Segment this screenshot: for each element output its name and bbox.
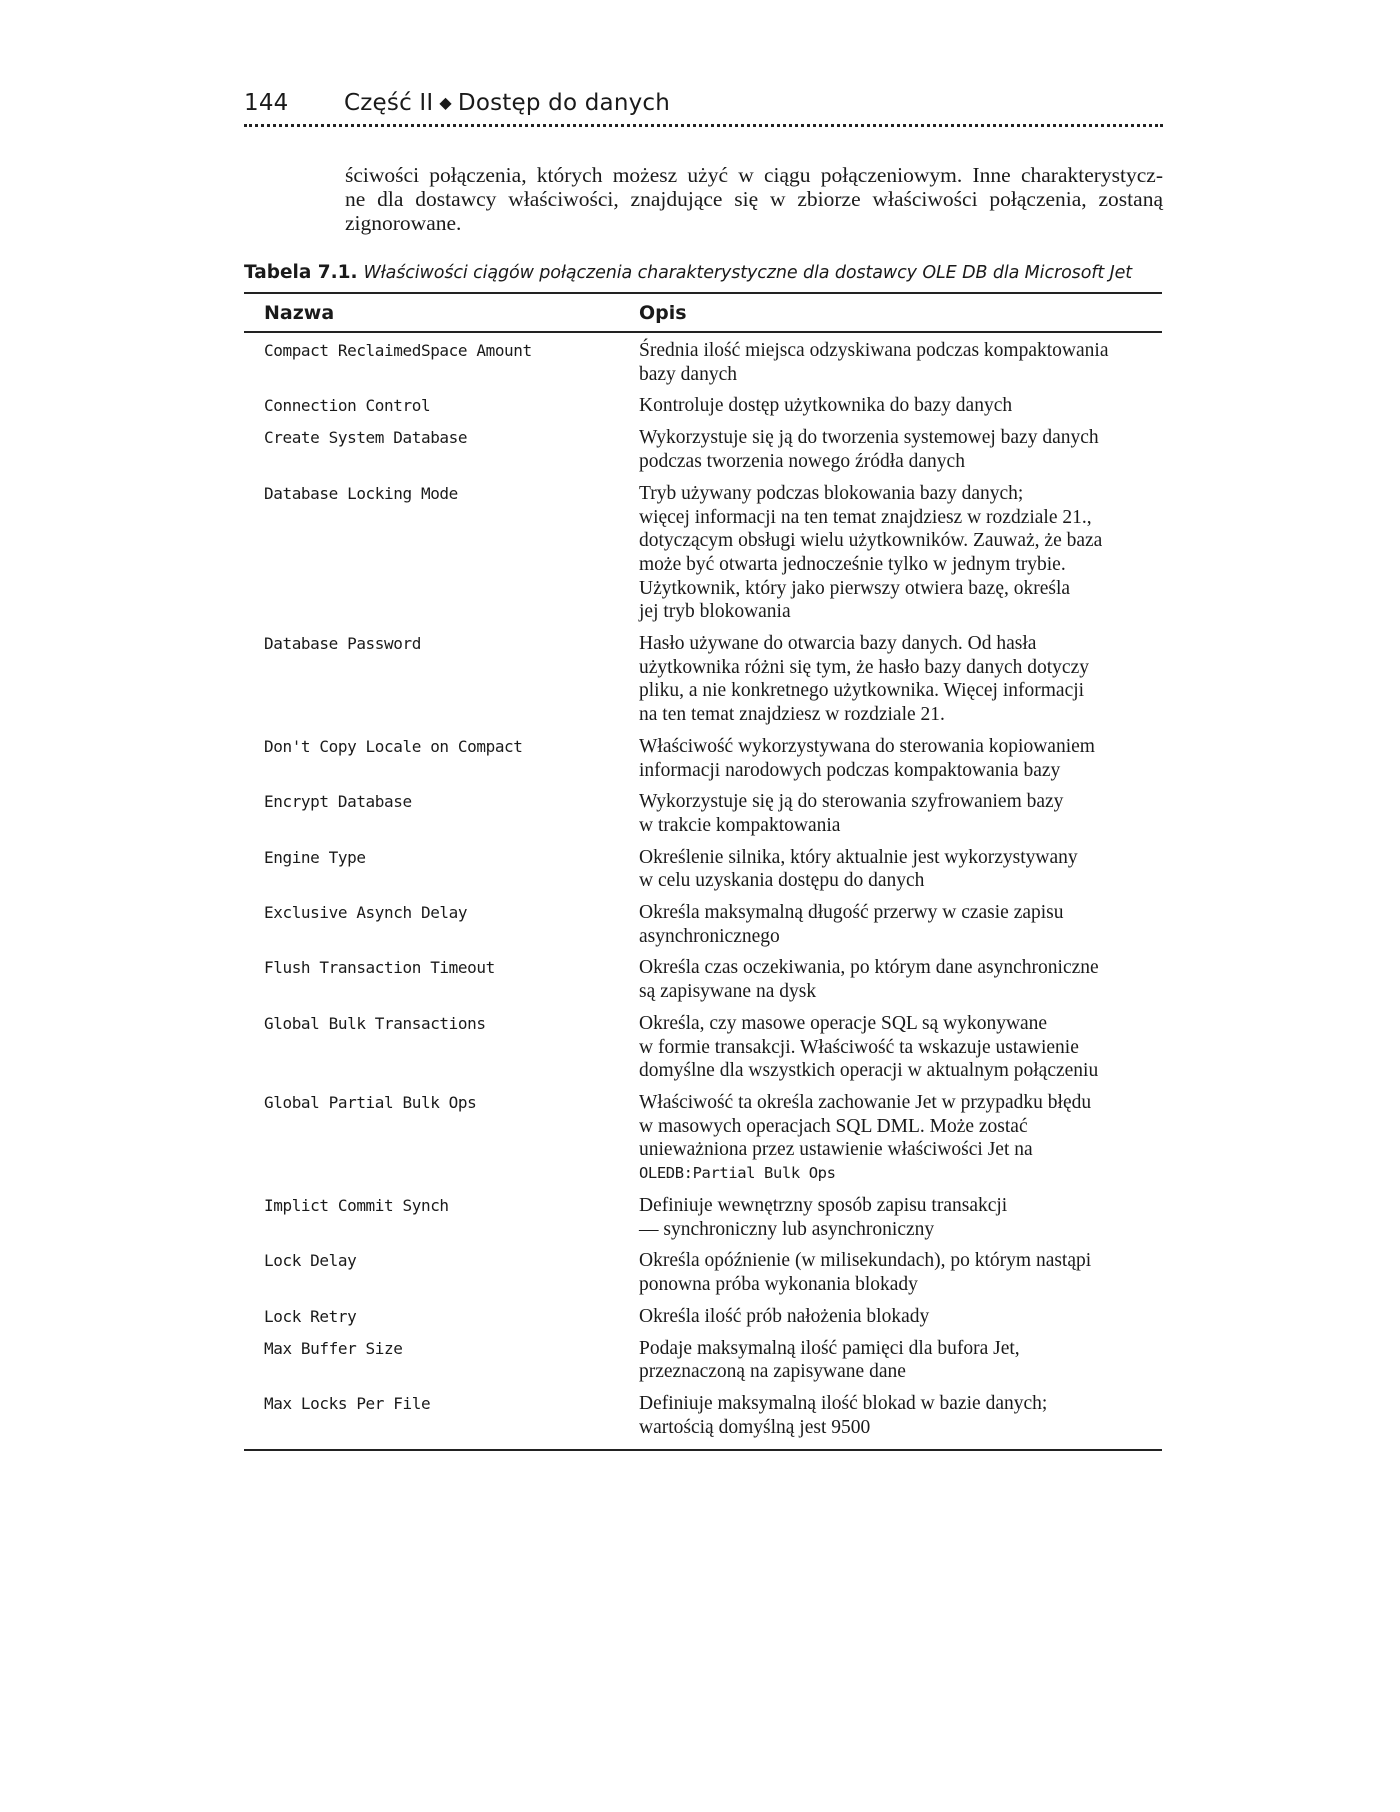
property-name: Database Password [264, 634, 421, 654]
table-caption [244, 262, 1164, 283]
section-label: Dostęp do danych [457, 90, 671, 116]
description-line: asynchronicznego [639, 925, 780, 947]
table-body [244, 333, 1162, 1449]
property-name: Implict Commit Synch [264, 1195, 449, 1215]
description-line: w formie transakcji. Właściwość ta wskazuje ustawienie [639, 1036, 1079, 1058]
description-line: w celu uzyskania dostępu do danych [639, 870, 925, 892]
description-line: Hasło używane do otwarcia bazy danych. Od hasła [639, 633, 1037, 655]
property-description [639, 426, 1159, 473]
description-line: Określa, czy masowe operacje SQL są wykonywane [639, 1012, 1048, 1034]
intro-line: ne dla dostawcy właściwości, znajdujące się w zbiorze właściwości połączenia, zostaną [345, 187, 1163, 211]
caption-label: Tabela 7.1. [244, 262, 358, 283]
table-row [244, 1249, 1162, 1304]
property-description [639, 846, 1159, 893]
property-name: Lock Retry [264, 1306, 357, 1326]
table-row [244, 846, 1162, 901]
description-line: są zapisywane na dysk [639, 981, 817, 1003]
description-line: — synchroniczny lub asynchroniczny [639, 1218, 935, 1240]
table-row [244, 1012, 1162, 1091]
property-description [639, 956, 1159, 1003]
table-row [244, 1091, 1162, 1194]
description-line: Określenie silnika, który aktualnie jest wykorzystywany [639, 846, 1078, 868]
description-line: w trakcie kompaktowania [639, 814, 841, 836]
description-line: bazy danych [639, 363, 737, 385]
description-line: pliku, a nie konkretnego użytkownika. Więcej informacji [639, 680, 1085, 702]
property-description [639, 735, 1159, 782]
table-row [244, 394, 1162, 426]
property-name: Compact ReclaimedSpace Amount [264, 341, 532, 360]
description-line: może być otwarta jednocześnie tylko w jednym trybie. [639, 553, 1066, 575]
property-description [639, 1091, 1159, 1186]
description-code: OLEDB:Partial Bulk Ops [639, 1164, 836, 1183]
property-description [639, 1194, 1159, 1241]
page-header [244, 88, 1164, 128]
property-description [639, 1012, 1159, 1083]
description-line: w masowych operacjach SQL DML. Może zostać [639, 1115, 1028, 1137]
part-label: Część II [344, 90, 434, 116]
column-header-name: Nazwa [264, 302, 335, 324]
description-line: Tryb używany podczas blokowania bazy danych; [639, 482, 1024, 504]
property-name: Engine Type [264, 847, 366, 867]
property-description [639, 1337, 1159, 1384]
property-name: Max Locks Per File [264, 1394, 431, 1414]
property-description [639, 339, 1159, 386]
property-name: Exclusive Asynch Delay [264, 903, 468, 923]
table-row [244, 956, 1162, 1011]
description-line: podczas tworzenia nowego źródła danych [639, 451, 965, 473]
description-line: jej tryb blokowania [639, 601, 791, 623]
description-line: wartością domyślną jest 9500 [639, 1416, 871, 1438]
properties-table [244, 292, 1162, 1451]
table-row [244, 901, 1162, 956]
description-line: użytkownika różni się tym, że hasło bazy danych dotyczy [639, 656, 1089, 678]
description-line: Określa czas oczekiwania, po którym dane asynchroniczne [639, 957, 1099, 979]
table-row [244, 1305, 1162, 1337]
table-row [244, 339, 1162, 394]
intro-line: zignorowane. [345, 211, 462, 235]
description-line: Średnia ilość miejsca odzyskiwana podczas kompaktowania [639, 340, 1109, 361]
description-line: Użytkownik, który jako pierwszy otwiera bazę, określa [639, 577, 1071, 599]
property-name: Connection Control [264, 396, 431, 416]
description-line: ponowna próba wykonania blokady [639, 1273, 918, 1295]
property-description [639, 1392, 1159, 1439]
running-title [344, 90, 670, 116]
intro-line: ściwości połączenia, których możesz użyć w ciągu połączeniowym. Inne charakterystycz- [345, 163, 1163, 187]
table-row [244, 426, 1162, 481]
diamond-separator-icon: ◆ [439, 93, 452, 112]
table-row [244, 632, 1162, 735]
description-line: Właściwość ta określa zachowanie Jet w przypadku błędu [639, 1091, 1092, 1113]
table-row [244, 735, 1162, 790]
property-description [639, 482, 1159, 624]
property-description [639, 632, 1159, 727]
property-name: Encrypt Database [264, 792, 412, 812]
description-line: Wykorzystuje się ją do tworzenia systemowej bazy danych [639, 427, 1099, 449]
page-number: 144 [244, 90, 289, 116]
description-line: Określa maksymalną długość przerwy w czasie zapisu [639, 902, 1064, 924]
description-line: Definiuje wewnętrzny sposób zapisu transakcji [639, 1194, 1008, 1216]
description-line: unieważniona przez ustawienie właściwości Jet na [639, 1139, 1033, 1161]
property-name: Create System Database [264, 428, 468, 448]
description-line: więcej informacji na ten temat znajdziesz w rozdziale 21., [639, 506, 1092, 528]
table-row [244, 790, 1162, 845]
description-line: Wykorzystuje się ją do sterowania szyfrowaniem bazy [639, 791, 1064, 813]
intro-paragraph [345, 163, 1163, 235]
property-name: Database Locking Mode [264, 483, 458, 503]
table-row [244, 1337, 1162, 1392]
property-description [639, 1249, 1159, 1296]
property-name: Global Bulk Transactions [264, 1013, 486, 1033]
header-divider [244, 124, 1163, 127]
description-line: Określa ilość prób nałożenia blokady [639, 1305, 930, 1327]
property-name: Flush Transaction Timeout [264, 958, 495, 978]
description-line: domyślne dla wszystkich operacji w aktualnym połączeniu [639, 1060, 1099, 1082]
property-description [639, 901, 1159, 948]
table-header-row [244, 294, 1162, 333]
description-line: Określa opóźnienie (w milisekundach), po którym nastąpi [639, 1250, 1092, 1272]
description-line: Kontroluje dostęp użytkownika do bazy danych [639, 395, 1013, 417]
description-line: na ten temat znajdziesz w rozdziale 21. [639, 704, 945, 726]
property-name: Max Buffer Size [264, 1338, 403, 1358]
property-name: Lock Delay [264, 1251, 357, 1271]
property-description [639, 394, 1159, 418]
column-header-description: Opis [639, 302, 687, 324]
table-row [244, 1392, 1162, 1447]
description-line: przeznaczoną na zapisywane dane [639, 1361, 906, 1383]
property-name: Don't Copy Locale on Compact [264, 736, 523, 756]
description-line: informacji narodowych podczas kompaktowania bazy [639, 759, 1061, 781]
description-line: Podaje maksymalną ilość pamięci dla bufora Jet, [639, 1337, 1020, 1359]
caption-text: Właściwości ciągów połączenia charakterystyczne dla dostawcy OLE DB dla Microsoft Jet [363, 263, 1133, 283]
table-row [244, 1194, 1162, 1249]
description-line: Definiuje maksymalną ilość blokad w bazie danych; [639, 1393, 1048, 1415]
description-line: dotyczącym obsługi wielu użytkowników. Zauważ, że baza [639, 530, 1103, 552]
table-row [244, 482, 1162, 632]
property-name: Global Partial Bulk Ops [264, 1092, 477, 1112]
description-line: Właściwość wykorzystywana do sterowania kopiowaniem [639, 735, 1095, 757]
property-description [639, 1305, 1159, 1329]
property-description [639, 790, 1159, 837]
